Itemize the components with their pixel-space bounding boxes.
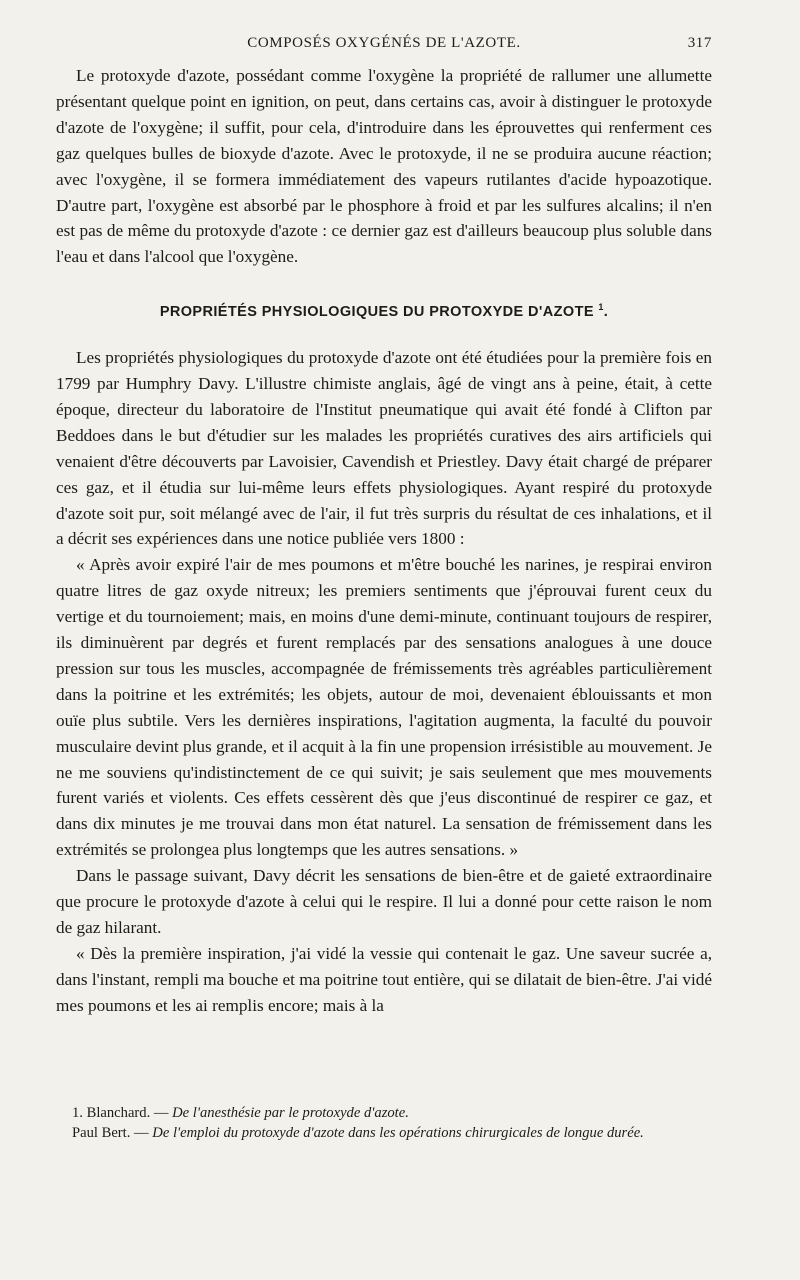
- footnote-1-title: De l'anesthésie par le protoxyde d'azote.: [172, 1105, 409, 1121]
- footnote-2-author: Paul Bert. —: [72, 1125, 149, 1141]
- footnote-2: [56, 1123, 712, 1143]
- paragraph-distinguishing-gases: Le protoxyde d'azote, possédant comme l'oxygène la propriété de rallumer une allumette présentant quelque point en ignition, on peut, dans certains cas, avoir à distinguer le protoxyde d'azote de l'oxygène; il suffit, pour cela, d'introduire dans les éprouvettes qui renferment ces gaz quelques bulles de bioxyde d'azote. Avec le protoxyde, il ne se produira aucune réaction; avec l'oxygène, il se formera immédiatement des vapeurs rutilantes d'acide hypoazotique. D'autre part, l'oxygène est absorbé par le phosphore à froid et par les sulfures alcalins; il n'en est pas de même du protoxyde d'azote : ce dernier gaz est d'ailleurs beaucoup plus soluble dans l'eau et dans l'alcool que l'oxygène.: [56, 66, 712, 267]
- page-number: 317: [687, 35, 712, 51]
- section-title: PROPRIÉTÉS PHYSIOLOGIQUES DU PROTOXYDE D'AZOTE: [159, 304, 594, 321]
- body-text: [56, 63, 712, 1019]
- footnote-1-author: Blanchard. —: [86, 1105, 169, 1121]
- quote-davy-second: « Dès la première inspiration, j'ai vidé la vessie qui contenait le gaz. Une saveur sucrée a, dans l'instant, rempli ma bouche et ma poitrine tout entière, qui se dilatait de bien-être. J'ai vidé mes poumons et les ai remplis encore; mais à la: [56, 943, 712, 1015]
- footnote-marker: 1: [598, 302, 604, 313]
- quote-davy-first-inhalation: « Après avoir expiré l'air de mes poumons et m'être bouché les narines, je respirai environ quatre litres de gaz oxyde nitreux; les premiers sentiments que j'éprouvai furent ceux du vertige et du tournoiement; mais, en moins d'une demi-minute, continuant toujours de respirer, ils diminuèrent par degrés et furent remplacés par des sensations analogues à une douce pression sur tous les muscles, accompagnée de frémissements très agréables particulièrement dans la poitrine et les extrémités; les objets, autour de moi, devenaient éblouissants et mon ouïe plus subtile. Vers les dernières inspirations, l'agitation augmenta, la faculté du pouvoir musculaire devint plus grande, et il acquit à la fin une propension irrésistible au mouvement. Je ne me souviens qu'indistinctement de ce qui suivit; je sais seulement que mes mouvements furent variés et violents. Ces effets cessèrent dès que j'eus discontinué de respirer ce gaz, et dans dix minutes je me trouvai dans mon état naturel. La sensation de frémissement dans les extrémités se prolongea plus longtemps que les autres sensations. »: [56, 555, 712, 860]
- footnotes: [56, 1103, 712, 1143]
- footnote-2-title: De l'emploi du protoxyde d'azote dans les opérations chirurgicales de longue durée.: [152, 1125, 644, 1141]
- paragraph-davy-history: Les propriétés physiologiques du protoxyde d'azote ont été étudiées pour la première fois en 1799 par Humphry Davy. L'illustre chimiste anglais, âgé de vingt ans à peine, était, à cette époque, directeur du laboratoire de l'Institut pneumatique qui avait été fondé à Clifton par Beddoes dans le but d'étudier sur les malades les propriétés curatives des airs artificiels qui venaient d'être découverts par Lavoisier, Cavendish et Priestley. Davy était chargé de préparer ces gaz, et il étudia sur lui-même leurs effets physiologiques. Ayant respiré du protoxyde d'azote soit pur, soit mélangé avec de l'air, il fut très surpris du résultat de ces inhalations, et il a décrit ses expériences dans une notice publiée vers 1800 :: [56, 348, 712, 549]
- footnote-1-number: 1.: [72, 1105, 83, 1121]
- section-heading: PROPRIÉTÉS PHYSIOLOGIQUES DU PROTOXYDE D'AZOTE $^1$.: [159, 302, 609, 321]
- footnote-1: [56, 1103, 712, 1123]
- running-title: COMPOSÉS OXYGÉNÉS DE L'AZOTE.: [247, 35, 521, 51]
- paragraph-laughing-gas: Dans le passage suivant, Davy décrit les sensations de bien-être et de gaieté extraordinaire que procure le protoxyde d'azote à celui qui le respire. Il lui a donné pour cette raison le nom de gaz hilarant.: [56, 866, 712, 938]
